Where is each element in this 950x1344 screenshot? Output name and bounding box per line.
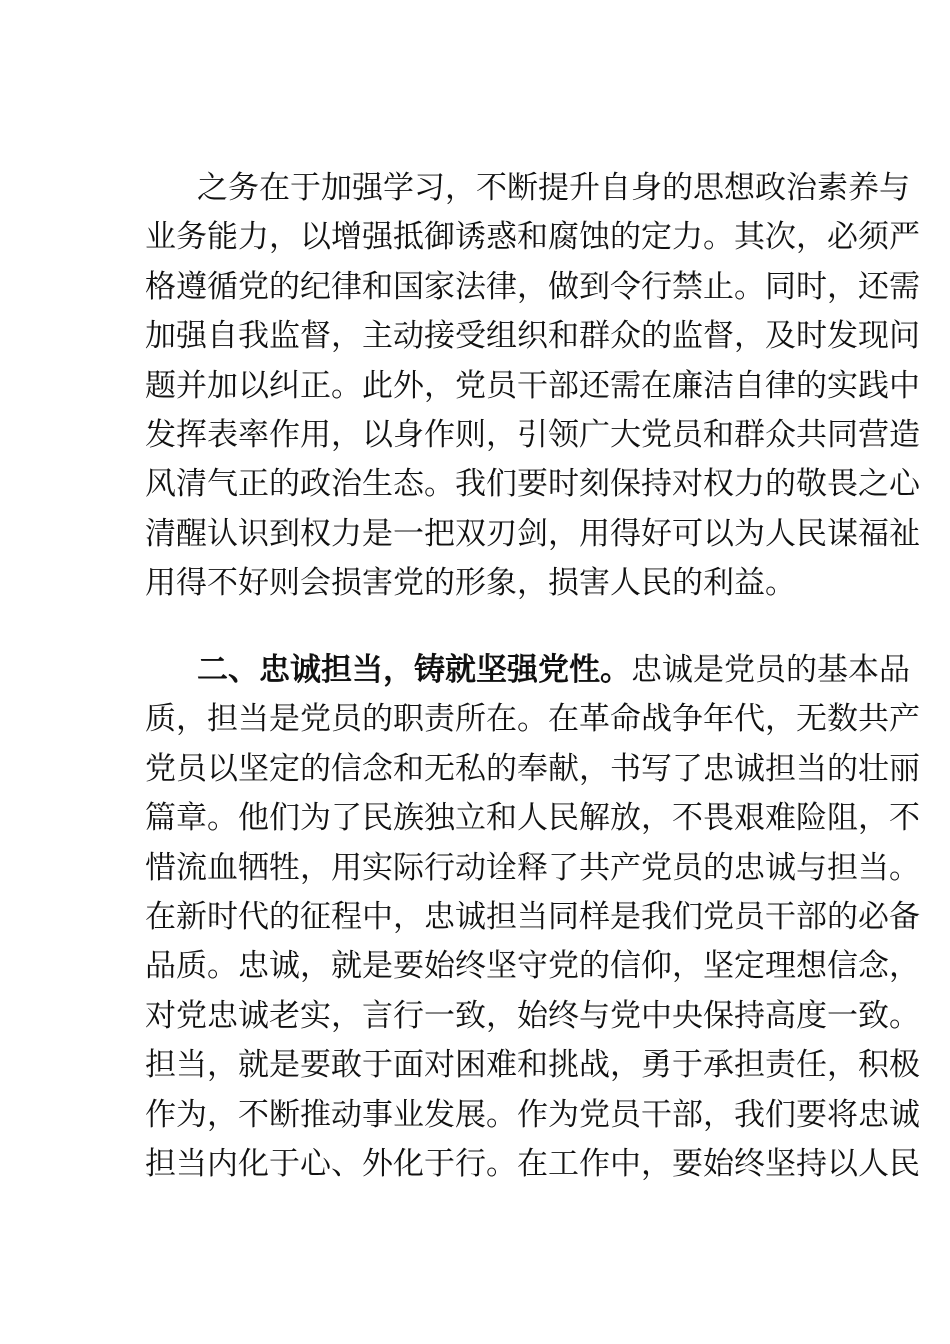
paragraph-loyalty	[145, 646, 920, 1189]
text-line: 发挥表率作用，以身作则，引领广大党员和群众共同营造	[145, 416, 920, 453]
text-line: 篇章。他们为了民族独立和人民解放，不畏艰难险阻，不	[145, 800, 920, 837]
text-line: 品质。忠诚，就是要始终坚守党的信仰，坚定理想信念，	[145, 948, 920, 985]
text-line: 担当，就是要敢于面对困难和挑战，勇于承担责任，积极	[145, 1047, 920, 1084]
text-line: 用得不好则会损害党的形象，损害人民的利益。	[145, 565, 796, 602]
text-line: 风清气正的政治生态。我们要时刻保持对权力的敬畏之心	[145, 466, 920, 503]
text-line: 清醒认识到权力是一把双刃剑，用得好可以为人民谋福祉	[145, 515, 920, 552]
text-line: 业务能力，以增强抵御诱惑和腐蚀的定力。其次，必须严	[145, 219, 920, 256]
text-line: 作为，不断推动事业发展。作为党员干部，我们要将忠诚	[145, 1096, 920, 1133]
text-line: 对党忠诚老实，言行一致，始终与党中央保持高度一致。	[145, 997, 920, 1034]
text-run: 忠诚是党员的基本品	[631, 652, 910, 688]
text-line: 在新时代的征程中，忠诚担当同样是我们党员干部的必备	[145, 898, 920, 935]
text-line: 加强自我监督，主动接受组织和群众的监督，及时发现问	[145, 318, 920, 355]
text-line: 质，担当是党员的职责所在。在革命战争年代，无数共产	[145, 701, 920, 738]
text-line: 之务在于加强学习，不断提升自身的思想政治素养与	[197, 170, 910, 206]
text-line: 惜流血牺牲，用实际行动诠释了共产党员的忠诚与担当。	[145, 849, 920, 886]
paragraph-integrity	[145, 164, 920, 609]
text-line: 格遵循党的纪律和国家法律，做到令行禁止。同时，还需	[145, 268, 920, 305]
text-line	[145, 646, 910, 695]
text-line: 党员以坚定的信念和无私的奉献，书写了忠诚担当的壮丽	[145, 750, 920, 787]
text-line: 题并加以纠正。此外，党员干部还需在廉洁自律的实践中	[145, 367, 920, 404]
section-heading: 二、忠诚担当，铸就坚强党性。	[197, 652, 631, 688]
text-line: 担当内化于心、外化于行。在工作中，要始终坚持以人民	[145, 1145, 920, 1182]
